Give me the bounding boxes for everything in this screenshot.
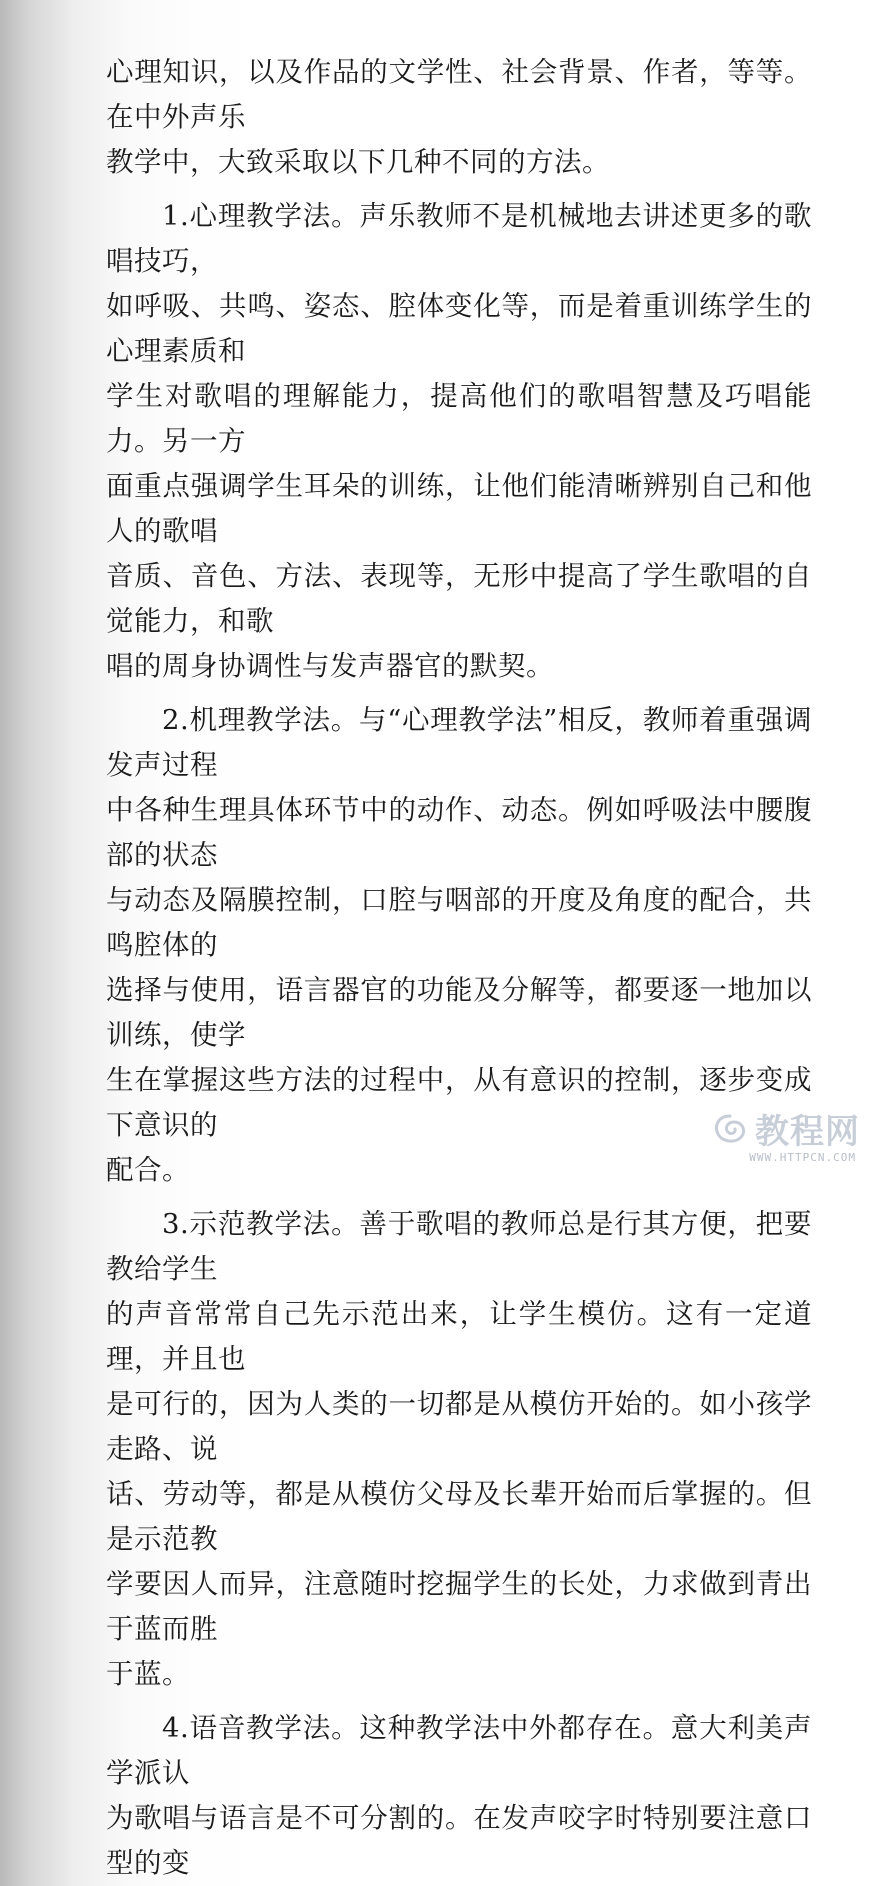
paragraph-demonstration-method: 3.示范教学法。善于歌唱的教师总是行其方便，把要教给学生 的声音常常自己先示范出来，让学生模仿。这有一定道理，并且也 是可行的，因为人类的一切都是从模仿开始的。如小孩学走路、说 话、劳动等，都是从模仿父母及长辈开始而后掌握的。但是示范教 学要因人而异，注意随时挖掘学生的长处，力求做到青出于蓝而胜 于蓝。 xyxy=(106,1208,812,1690)
watermark-url: WWW.HTTPCN.COM xyxy=(749,1151,856,1164)
paragraph-intro-continuation: 心理知识，以及作品的文学性、社会背景、作者，等等。在中外声乐 教学中，大致采取以下几种不同的方法。 xyxy=(106,56,812,178)
paragraph-psychological-method: 1.心理教学法。声乐教师不是机械地去讲述更多的歌唱技巧， 如呼吸、共鸣、姿态、腔体变化等，而是着重训练学生的心理素质和 学生对歌唱的理解能力，提高他们的歌唱智慧及巧唱能力。另一方 面重点强调学生耳朵的训练，让他们能清晰辨别自己和他人的歌唱 音质、音色、方法、表现等，无形中提高了学生歌唱的自觉能力，和歌 唱的周身协调性与发声器官的默契。 xyxy=(106,200,812,682)
watermark-text: 教程网 xyxy=(755,1112,860,1152)
paragraph-physiological-method: 2.机理教学法。与“心理教学法”相反，教师着重强调发声过程 中各种生理具体环节中的动作、动态。例如呼吸法中腰腹部的状态 与动态及隔膜控制，口腔与咽部的开度及角度的配合，共鸣腔体的 选择与使用，语言器官的功能及分解等，都要逐一地加以训练，使学 生在掌握这些方法的过程中，从有意识的控制，逐步变成下意识的 配合。 xyxy=(106,704,812,1186)
watermark-swirl-icon xyxy=(710,1112,750,1148)
body-text xyxy=(106,50,812,1886)
paragraph-phonetic-method: 4.语音教学法。这种教学法中外都存在。意大利美声学派认 为歌唱与语言是不可分割的。在发声咬字时特别要注意口型的变 xyxy=(106,1712,812,1879)
watermark xyxy=(710,1104,860,1164)
